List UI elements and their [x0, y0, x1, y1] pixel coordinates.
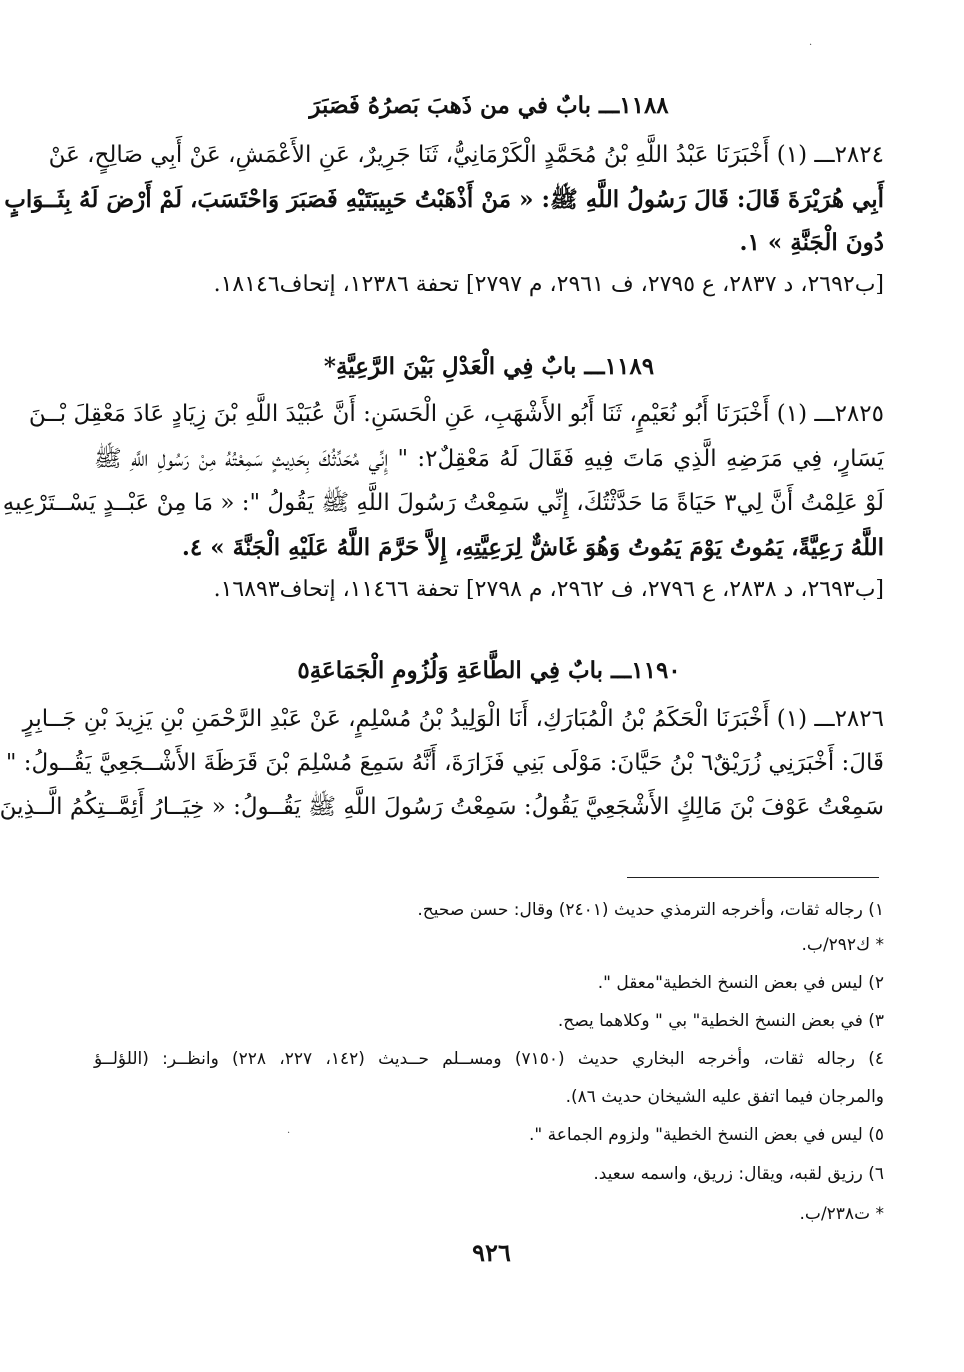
hadith-2825-line-1: ٢٨٢٥ـــ (١) أَخْبَرَنَا أَبُو نُعَيْمٍ، ثَنَا أَبُو الأَشْهَبِ، عَنِ الْحَسَنِ: أَنَّ عُبَيْدَ اللَّهِ بْنَ زِيَادٍ عَادَ مَعْقِلَ بْــنَ — [28, 401, 884, 427]
footnote-divider — [627, 877, 879, 878]
hadith-2826-line-1: ٢٨٢٦ـــ (١) أَخْبَرَنَا الْحَكَمُ بْنُ الْمُبَارَكِ، أَنَا الْوَلِيدُ بْنُ مُسْلِمٍ، عَنْ عَبْدِ الرَّحْمَنِ بْنِ يَزِيدَ بْنِ جَــابِرٍ — [22, 706, 884, 732]
hadith-2824-line-2: أَبِي هُرَيْرَةَ قَالَ: قَالَ رَسُولُ اللَّهِ ﷺ: « مَنْ أَذْهَبْتُ حَبِيبَتَيْهِ فَصَبَرَ وَاحْتَسَبَ، لَمْ أَرْضَ لَهُ بِثَــوَابٍ — [4, 186, 884, 213]
footnote-folio-t238: * ت٢٣٨/ب. — [799, 1204, 884, 1224]
hadith-2824-line-3: دُونَ الْجَنَّةِ » ١. — [739, 229, 884, 256]
footnote-4-line-1: ٤) رجاله ثقات، وأخرجه البخاري حديث (٧١٥٠) ومســلم حــديث (١٤٢، ٢٢٧، ٢٢٨) وانظــر: (اللؤلــؤ — [94, 1049, 884, 1069]
chapter-heading-1190: ١١٩٠ـــ بابٌ فِي الطَّاعَةِ وَلُزُومِ الْجَمَاعَةِ٥ — [297, 657, 681, 684]
chapter-heading-1189: ١١٨٩ـــ بابٌ فِي الْعَدْلِ بَيْنَ الرَّعِيَّةِ* — [323, 353, 655, 380]
hadith-2824-line-1: ٢٨٢٤ـــ (١) أَخْبَرَنَا عَبْدُ اللَّهِ بْنُ مُحَمَّدٍ الْكَرْمَانِيُّ، ثَنَا جَرِيرٌ، عَنِ الأَعْمَشِ، عَنْ أَبِي صَالِحٍ، عَنْ — [48, 142, 884, 168]
scan-speck: · — [287, 1128, 291, 1139]
footnote-5: ٥) ليس في بعض النسخ الخطية" ولزوم الجماعة ". — [529, 1125, 884, 1145]
hadith-2826-line-3: سَمِعْتُ عَوْفَ بْنَ مَالِكٍ الأَشْجَعِيَّ يَقُولُ: سَمِعْتُ رَسُولَ اللَّهِ ﷺ يَقُــولُ: « خِيَــارُ أَئِمَّــتِكُمُ الَّــذِينَ — [0, 794, 884, 820]
hadith-2825-line-4: اللَّهُ رَعِيَّةً، يَمُوتُ يَوْمَ يَمُوتُ وَهُوَ غَاشٌّ لِرَعِيَّتِهِ، إِلاَّ حَرَّمَ اللَّهُ عَلَيْهِ الْجَنَّةَ » ٤. — [181, 534, 884, 561]
chapter-heading-1188: ١١٨٨ـــ بابٌ في من ذَهبَ بَصرُهُ فَصَبَرَ — [309, 92, 669, 119]
footnote-3: ٣) في بعض النسخ الخطية" بي " وكلاهما يصح. — [557, 1011, 884, 1031]
footnote-folio-k292: * ك٢٩٢/ب. — [801, 935, 884, 955]
footnote-1: ١) رجاله ثقات، وأخرجه الترمذي حديث (٢٤٠١) وقال: حسن صحيح. — [417, 900, 884, 920]
page-number: ٩٢٦ — [472, 1238, 511, 1267]
footnote-2: ٢) ليس في بعض النسخ الخطية"معقل ". — [597, 973, 884, 993]
hadith-2824-references: [ب٢٦٩٢، د ٢٨٣٧، ع ٢٧٩٥، ف ٢٩٦١، م ٢٧٩٧] تحفة ١٢٣٨٦، إتحاف١٨١٤٦. — [213, 272, 884, 297]
hadith-2825-line-2: يَسَارٍ، فِي مَرَضِهِ الَّذِي مَاتَ فِيهِ فَقَالَ لَهُ مَعْقِلٌ٢: " إِنِّي مُحَدِّثُكَ بِحَدِيثٍ سَمِعْتُهُ مِنْ رَسُولِ اللَّهِ ﷺ — [94, 446, 884, 472]
hadith-2825-line-3: لَوْ عَلِمْتُ أَنَّ لِي٣ حَيَاةً مَا حَدَّثْتُكَ، إِنِّي سَمِعْتُ رَسُولَ اللَّهِ ﷺ يَقُولُ ": « مَا مِنْ عَبْــدٍ يَسْــتَرْعِيهِ — [2, 490, 884, 516]
scan-speck: · — [809, 40, 813, 51]
hadith-2825-references: [ب٢٦٩٣، د ٢٨٣٨، ع ٢٧٩٦، ف ٢٩٦٢، م ٢٧٩٨] تحفة ١١٤٦٦، إتحاف١٦٨٩٣. — [213, 577, 884, 602]
footnote-4-line-2: والمرجان فيما اتفق عليه الشيخان حديث ٨٦). — [565, 1087, 884, 1107]
hadith-2826-line-2: قَالَ: أَخْبَرَنِي زُرَيْقٌ٦ بْنُ حَيَّانَ: مَوْلَى بَنِي فَزَارَةَ، أَنَّهُ سَمِعَ مُسْلِمَ بْنَ قَرَظَةَ الأَشْــجَعِيَّ يَقُــولُ: " — [5, 750, 884, 776]
footnote-6: ٦) رزيق لقبه، ويقال: زريق، واسمه سعيد. — [593, 1164, 884, 1184]
